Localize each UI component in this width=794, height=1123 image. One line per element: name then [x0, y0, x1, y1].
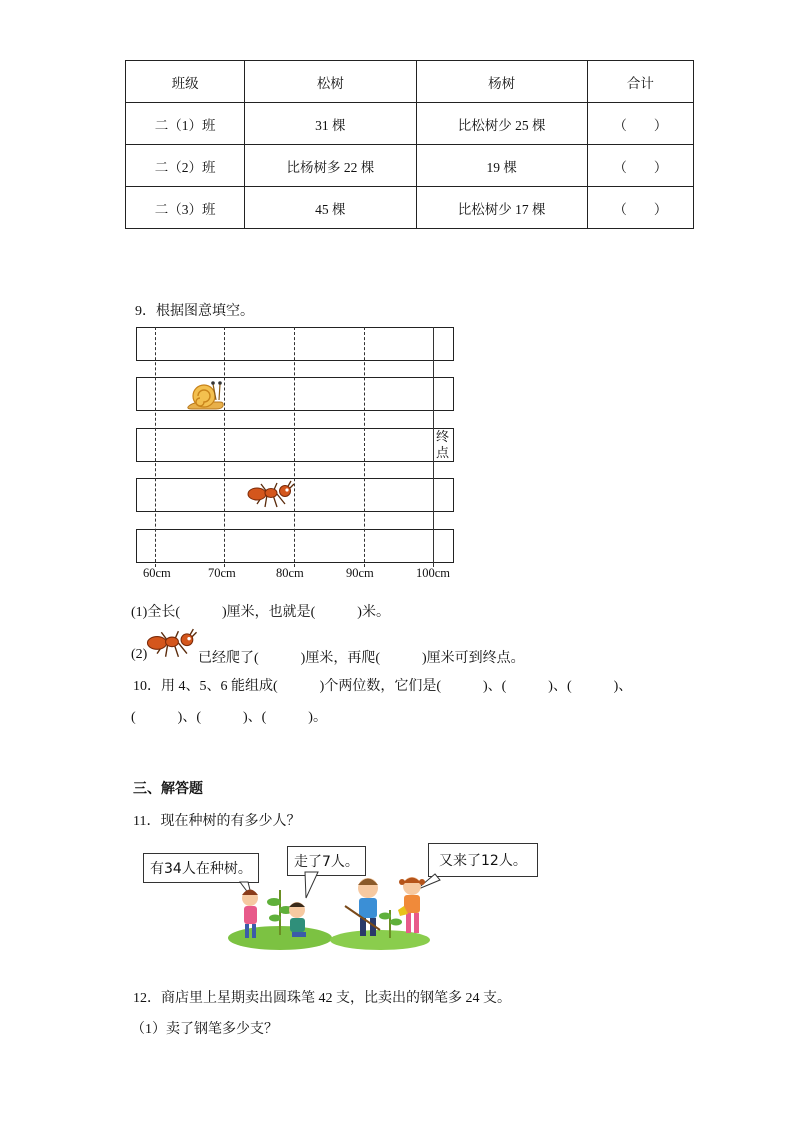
- tick-label: 60cm: [143, 566, 171, 580]
- answer-blank[interactable]: （ ）: [587, 145, 693, 187]
- children-planting-trees-image: [140, 840, 540, 955]
- grid-line-80: [294, 327, 295, 567]
- header-poplar: 杨树: [416, 61, 587, 103]
- answer-blank[interactable]: （ ）: [587, 103, 693, 145]
- ant-icon: [146, 628, 198, 660]
- table-cell: 比松树少 25 棵: [416, 103, 587, 145]
- table-cell: 31 棵: [245, 103, 416, 145]
- tree-table: [125, 60, 694, 229]
- header-class: 班级: [126, 61, 245, 103]
- table-header-row: [126, 61, 694, 103]
- finish-char: 点: [436, 445, 450, 460]
- grid-line-90: [364, 327, 365, 567]
- track-lane: [136, 377, 454, 411]
- question-12-part-1: （1）卖了钢笔多少支？: [131, 1022, 278, 1037]
- question-11-title: 11．现在种树的有多少人？: [133, 814, 301, 829]
- tick-label: 100cm: [416, 566, 451, 580]
- track-lane: [136, 327, 454, 361]
- question-9-part-1: (1)全长( )厘米，也就是( )米。: [131, 605, 390, 620]
- ant-icon: [247, 480, 295, 510]
- answer-blank[interactable]: （ ）: [587, 187, 693, 229]
- table-cell: 二（3）班: [126, 187, 245, 229]
- speech-bubble: 有34人在种树。: [143, 853, 259, 883]
- tick-label: 80cm: [276, 566, 304, 580]
- grid-line-70: [224, 327, 225, 567]
- header-pine: 松树: [245, 61, 416, 103]
- question-9-part-2: 已经爬了( )厘米，再爬( )厘米可到终点。: [198, 651, 525, 666]
- question-9-part-2-prefix: (2): [131, 647, 148, 662]
- tick-label: 90cm: [346, 566, 374, 580]
- finish-char: 终: [436, 429, 450, 444]
- question-10-line-1: 10．用 4、5、6 能组成( )个两位数，它们是( )、( )、( )、: [133, 679, 633, 694]
- table-row: [126, 187, 694, 229]
- table-cell: 比杨树多 22 棵: [245, 145, 416, 187]
- speech-bubble: 又来了12人。: [428, 843, 538, 877]
- track-lane: [136, 478, 454, 512]
- finish-label: [436, 429, 450, 461]
- speech-bubble: 走了7人。: [287, 846, 366, 876]
- tick-label: 70cm: [208, 566, 236, 580]
- header-total: 合计: [587, 61, 693, 103]
- question-12-title: 12．商店里上星期卖出圆珠笔 42 支，比卖出的钢笔多 24 支。: [133, 991, 511, 1006]
- track-lane: [136, 428, 454, 462]
- table-cell: 二（1）班: [126, 103, 245, 145]
- table-cell: 19 棵: [416, 145, 587, 187]
- table-cell: 二（2）班: [126, 145, 245, 187]
- grid-line-60: [155, 327, 156, 567]
- table-row: [126, 145, 694, 187]
- question-9-title: 9．根据图意填空。: [135, 304, 254, 319]
- snail-icon: [186, 378, 226, 410]
- table-cell: 45 棵: [245, 187, 416, 229]
- table-row: [126, 103, 694, 145]
- table-cell: 比松树少 17 棵: [416, 187, 587, 229]
- question-10-line-2: ( )、( )、( )。: [131, 710, 327, 725]
- track-lane: [136, 529, 454, 563]
- section-title: 三、解答题: [133, 782, 203, 797]
- grid-line-100: [433, 327, 434, 567]
